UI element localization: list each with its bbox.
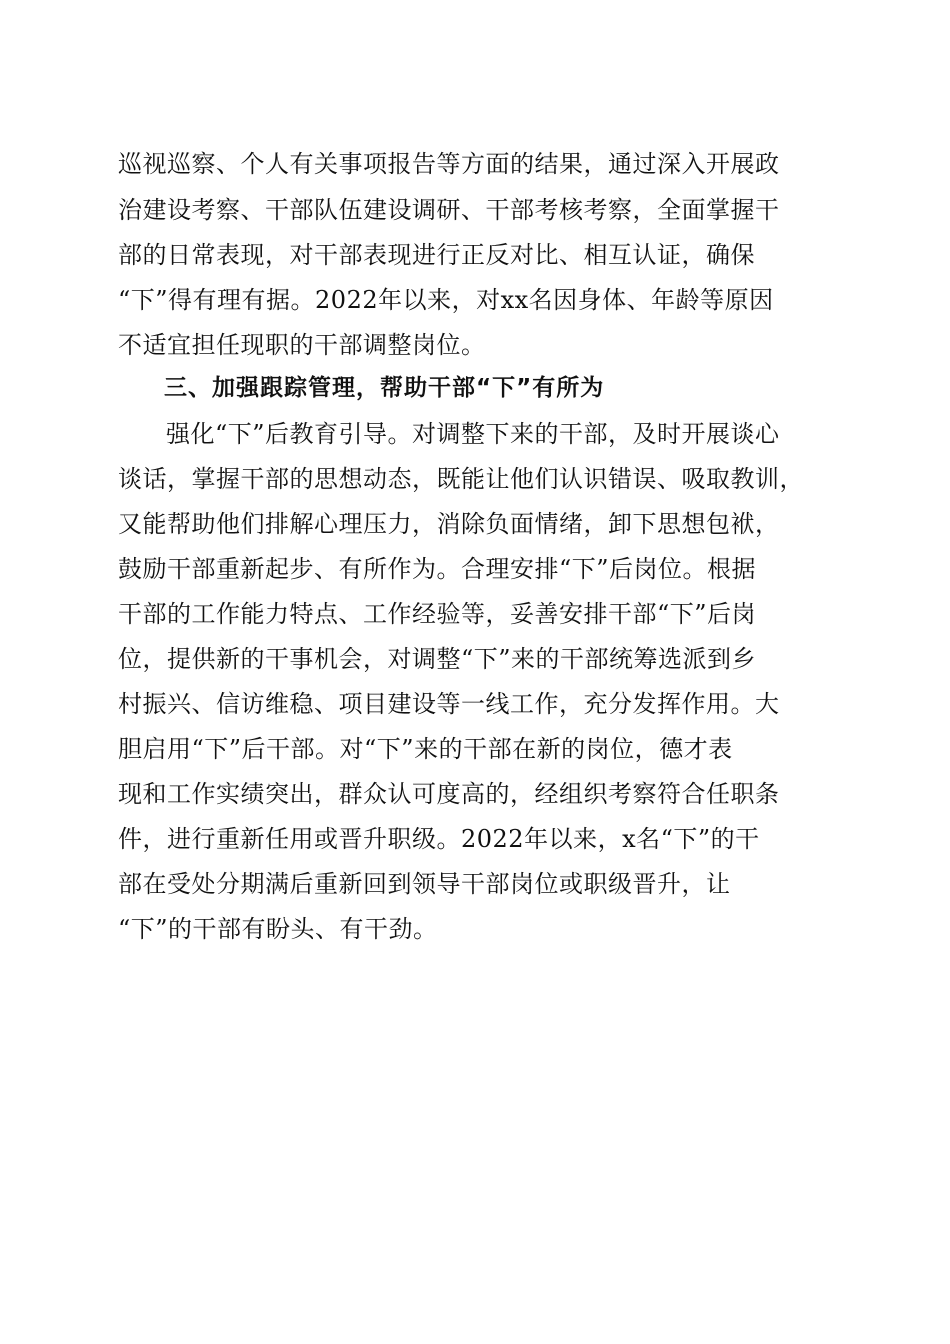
body-line-16: 部在受处分期满后重新回到领导干部岗位或职级晋升，让: [118, 870, 731, 898]
body-line-12: 村振兴、信访维稳、项目建设等一线工作，充分发挥作用。大: [118, 690, 780, 718]
body-line-1: 巡视巡察、个人有关事项报告等方面的结果，通过深入开展政: [118, 150, 780, 178]
body-line-3: 部的日常表现，对干部表现进行正反对比、相互认证，确保: [118, 241, 755, 269]
body-line-11: 位，提供新的干事机会，对调整“下”来的干部统筹选派到乡: [118, 645, 757, 673]
section-heading: 三、加强跟踪管理，帮助干部“下”有所为: [164, 375, 605, 401]
body-line-14: 现和工作实绩突出，群众认可度高的，经组织考察符合任职条: [118, 780, 780, 808]
body-line-13: 胆启用“下”后干部。对“下”来的干部在新的岗位，德才表: [118, 735, 733, 763]
body-line-15: 件，进行重新任用或晋升职级。2022年以来，x名“下”的干: [118, 825, 760, 853]
paragraph-first-line: 强化“下”后教育引导。对调整下来的干部，及时开展谈心: [166, 420, 780, 448]
body-line-10: 干部的工作能力特点、工作经验等，妥善安排干部“下”后岗: [118, 600, 757, 628]
body-line-17: “下”的干部有盼头、有干劲。: [118, 915, 438, 943]
body-line-9: 鼓励干部重新起步、有所作为。合理安排“下”后岗位。根据: [118, 555, 757, 583]
body-line-4: “下”得有理有据。2022年以来，对xx名因身体、年龄等原因: [118, 286, 774, 314]
body-line-7: 谈话，掌握干部的思想动态，既能让他们认识错误、吸取教训，: [118, 465, 804, 493]
body-line-8: 又能帮助他们排解心理压力，消除负面情绪，卸下思想包袱，: [118, 510, 780, 538]
body-line-5: 不适宜担任现职的干部调整岗位。: [118, 331, 486, 359]
body-line-2: 治建设考察、干部队伍建设调研、干部考核考察，全面掌握干: [118, 196, 780, 224]
